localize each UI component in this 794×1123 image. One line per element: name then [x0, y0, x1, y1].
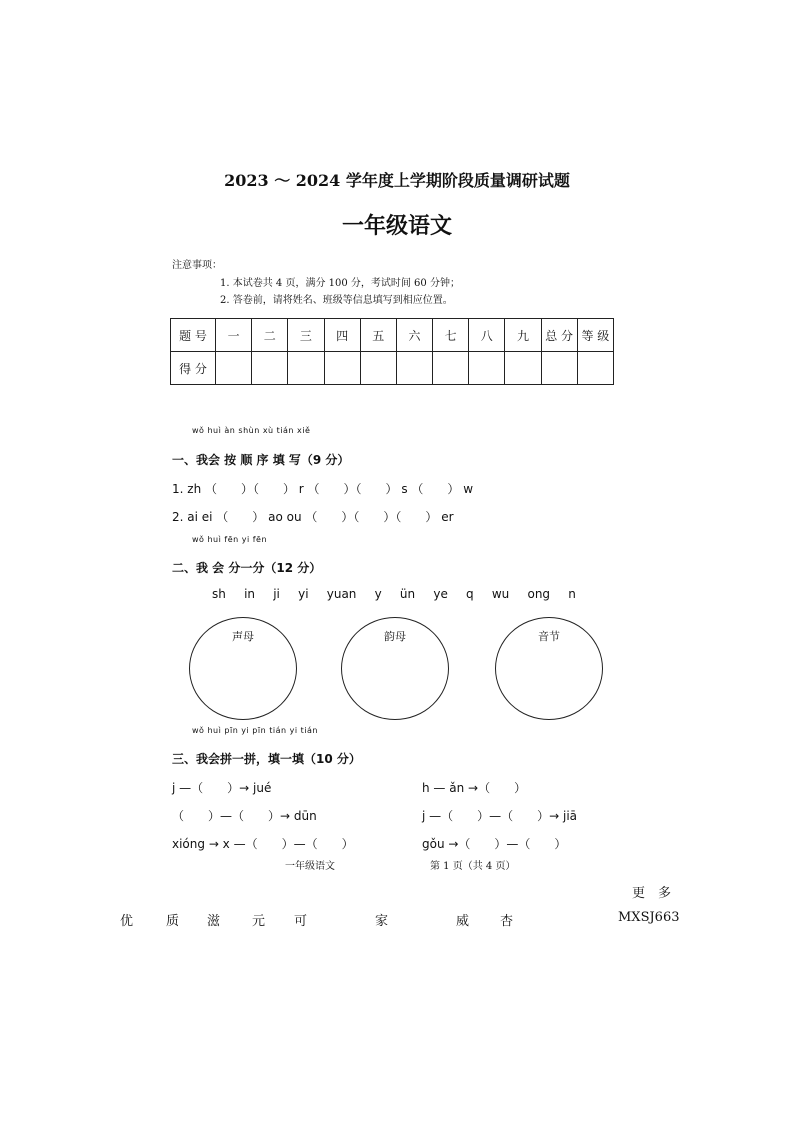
section3-right-line2: j —（ ）—（ ）→ jiā: [422, 809, 578, 823]
section1-line2: 2. ai ei （ ） ao ou （ ）（ ）（ ） er: [172, 510, 454, 524]
score-cell[interactable]: [541, 352, 577, 385]
circle-finals[interactable]: [341, 617, 449, 720]
letter-item: ji: [273, 587, 280, 601]
letter-item: n: [568, 587, 576, 601]
score-cell[interactable]: [252, 352, 288, 385]
score-col-grade: 等 级: [577, 319, 613, 352]
watermark-char: 家: [375, 914, 389, 929]
score-col-1: 一: [216, 319, 252, 352]
watermark-more: 更 多: [632, 886, 672, 901]
notes-heading: 注意事项：: [172, 260, 222, 271]
score-cell[interactable]: [577, 352, 613, 385]
score-cell[interactable]: [216, 352, 252, 385]
watermark-char: 可: [294, 914, 308, 929]
watermark-code: MXSJ663: [618, 910, 680, 925]
score-cell[interactable]: [396, 352, 432, 385]
section1-title: 一、我会 按 顺 序 填 写（9 分）: [172, 453, 350, 467]
score-table: [170, 318, 614, 385]
watermark-char: 元: [252, 914, 266, 929]
watermark-char: 滋: [207, 914, 221, 929]
section2-pinyin: wǒ huì fēn yi fēn: [192, 535, 268, 544]
watermark-char: 杏: [500, 914, 514, 929]
section2-title: 二、我 会 分一分（12 分）: [172, 561, 322, 575]
score-col-total: 总 分: [541, 319, 577, 352]
score-col-6: 六: [396, 319, 432, 352]
score-col-2: 二: [252, 319, 288, 352]
section1-line1: 1. zh （ ）（ ） r （ ）（ ） s （ ） w: [172, 482, 474, 496]
letter-item: in: [244, 587, 256, 601]
section2-letter-row: [172, 587, 612, 601]
score-cell[interactable]: [360, 352, 396, 385]
section3-pinyin: wǒ huì pīn yi pīn tián yi tián: [192, 726, 318, 735]
section3-left-line1: j —（ ）→ jué: [172, 781, 272, 795]
score-col-9: 九: [505, 319, 541, 352]
section3-left-line2: （ ）—（ ）→ dūn: [172, 809, 317, 823]
section3-right-line3: gǒu →（ ）—（ ）: [422, 837, 567, 851]
letter-item: ong: [527, 587, 551, 601]
section1-pinyin: wǒ huì àn shùn xù tián xiě: [192, 426, 311, 435]
letter-item: y: [374, 587, 382, 601]
letter-item: sh: [212, 587, 226, 601]
letter-item: yuan: [326, 587, 357, 601]
score-col-7: 七: [433, 319, 469, 352]
score-table-score-row: [171, 352, 614, 385]
exam-title: 2023 ～ 2024 学年度上学期阶段质量调研试题: [224, 171, 570, 190]
score-cell[interactable]: [288, 352, 324, 385]
score-cell[interactable]: [433, 352, 469, 385]
subject-title: 一年级语文: [341, 213, 452, 239]
letter-item: yi: [298, 587, 309, 601]
score-table-score-label: 得 分: [171, 352, 216, 385]
letter-item: ün: [399, 587, 416, 601]
circle-initials[interactable]: [189, 617, 297, 720]
circle-initials-label: 声母: [232, 630, 254, 643]
letter-item: q: [466, 587, 474, 601]
score-cell[interactable]: [505, 352, 541, 385]
score-col-5: 五: [360, 319, 396, 352]
score-col-4: 四: [324, 319, 360, 352]
watermark-char: 威: [456, 914, 470, 929]
circle-syllables[interactable]: [495, 617, 603, 720]
watermark-char: 质: [166, 914, 180, 929]
letter-item: wu: [491, 587, 510, 601]
note-item-2: 2. 答卷前，请将姓名、班级等信息填写到相应位置。: [220, 295, 453, 306]
section3-left-line3: xióng → x —（ ）—（ ）: [172, 837, 354, 851]
letter-item: ye: [433, 587, 448, 601]
section3-title: 三、我会拼一拼，填一填（10 分）: [172, 752, 361, 766]
circle-syllables-label: 音节: [538, 630, 560, 643]
score-cell[interactable]: [324, 352, 360, 385]
footer-subject: 一年级语文: [285, 861, 335, 872]
score-col-8: 八: [469, 319, 505, 352]
circle-finals-label: 韵母: [384, 630, 406, 643]
section3-right-line1: h — ǎn →（ ）: [422, 781, 527, 795]
score-table-header-label: 题 号: [171, 319, 216, 352]
score-table-header-row: [171, 319, 614, 352]
score-cell[interactable]: [469, 352, 505, 385]
watermark-char: 优: [120, 914, 134, 929]
note-item-1: 1. 本试卷共 4 页，满分 100 分，考试时间 60 分钟；: [220, 278, 460, 289]
footer-page-number: 第 1 页（共 4 页）: [430, 861, 516, 872]
score-col-3: 三: [288, 319, 324, 352]
